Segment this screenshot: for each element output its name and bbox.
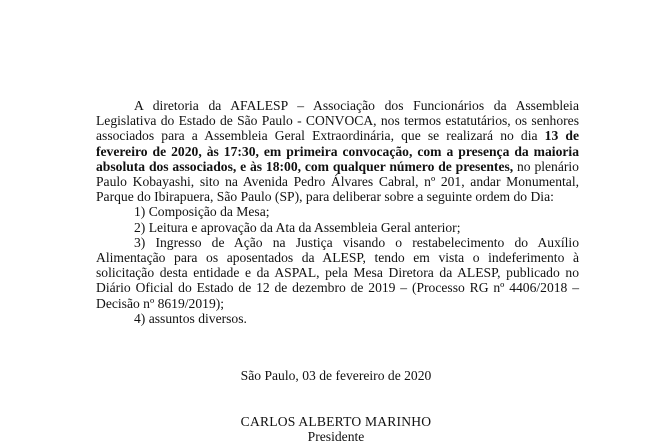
convocation-paragraph [96, 98, 579, 204]
place-date: São Paulo, 03 de fevereiro de 2020 [240, 368, 432, 383]
agenda-item-2: 2) Leitura e aprovação da Ata da Assembleia Geral anterior; [134, 219, 461, 235]
location-text: no plenário Paulo Kobayashi, sito na Avenida Pedro Álvares Cabral, nº 201, andar Monumental, Parque do Ibirapuera, São Paulo (SP), para deliberar sobre a seguinte ordem do Dia: [96, 158, 579, 205]
signatory-title: Presidente [307, 429, 365, 444]
meeting-date-times: 13 de fevereiro de 2020, às 17:30, em primeira convocação, com a presença da maioria absoluta dos associados, e às 18:00, com qualquer número de presentes, [96, 128, 579, 174]
agenda-item-1: 1) Composição da Mesa; [134, 204, 270, 220]
notice-body [96, 98, 579, 326]
agenda-item-3: 3) Ingresso de Ação na Justiça visando o restabelecimento do Auxílio Alimentação para os aposentados da ALESP, tendo em vista o indeferimento à solicitação desta entidade e da ASPAL, pela Mesa Diretora da ALESP, publicado no Diário Oficial do Estado de 12 de dezembro de 2019 – (Processo RG nº 4406/2018 – Decisão nº 8619/2019); [96, 234, 579, 311]
signatory-name: CARLOS ALBERTO MARINHO [240, 414, 432, 429]
agenda-item-4: 4) assuntos diversos. [134, 310, 247, 326]
intro-text: A diretoria da AFALESP – Associação dos Funcionários da Assembleia Legislativa do Estado de São Paulo - CONVOCA, nos termos estatutários, os senhores associados para a Assembleia Geral Extraordinária, que se realizará no dia [96, 98, 579, 144]
